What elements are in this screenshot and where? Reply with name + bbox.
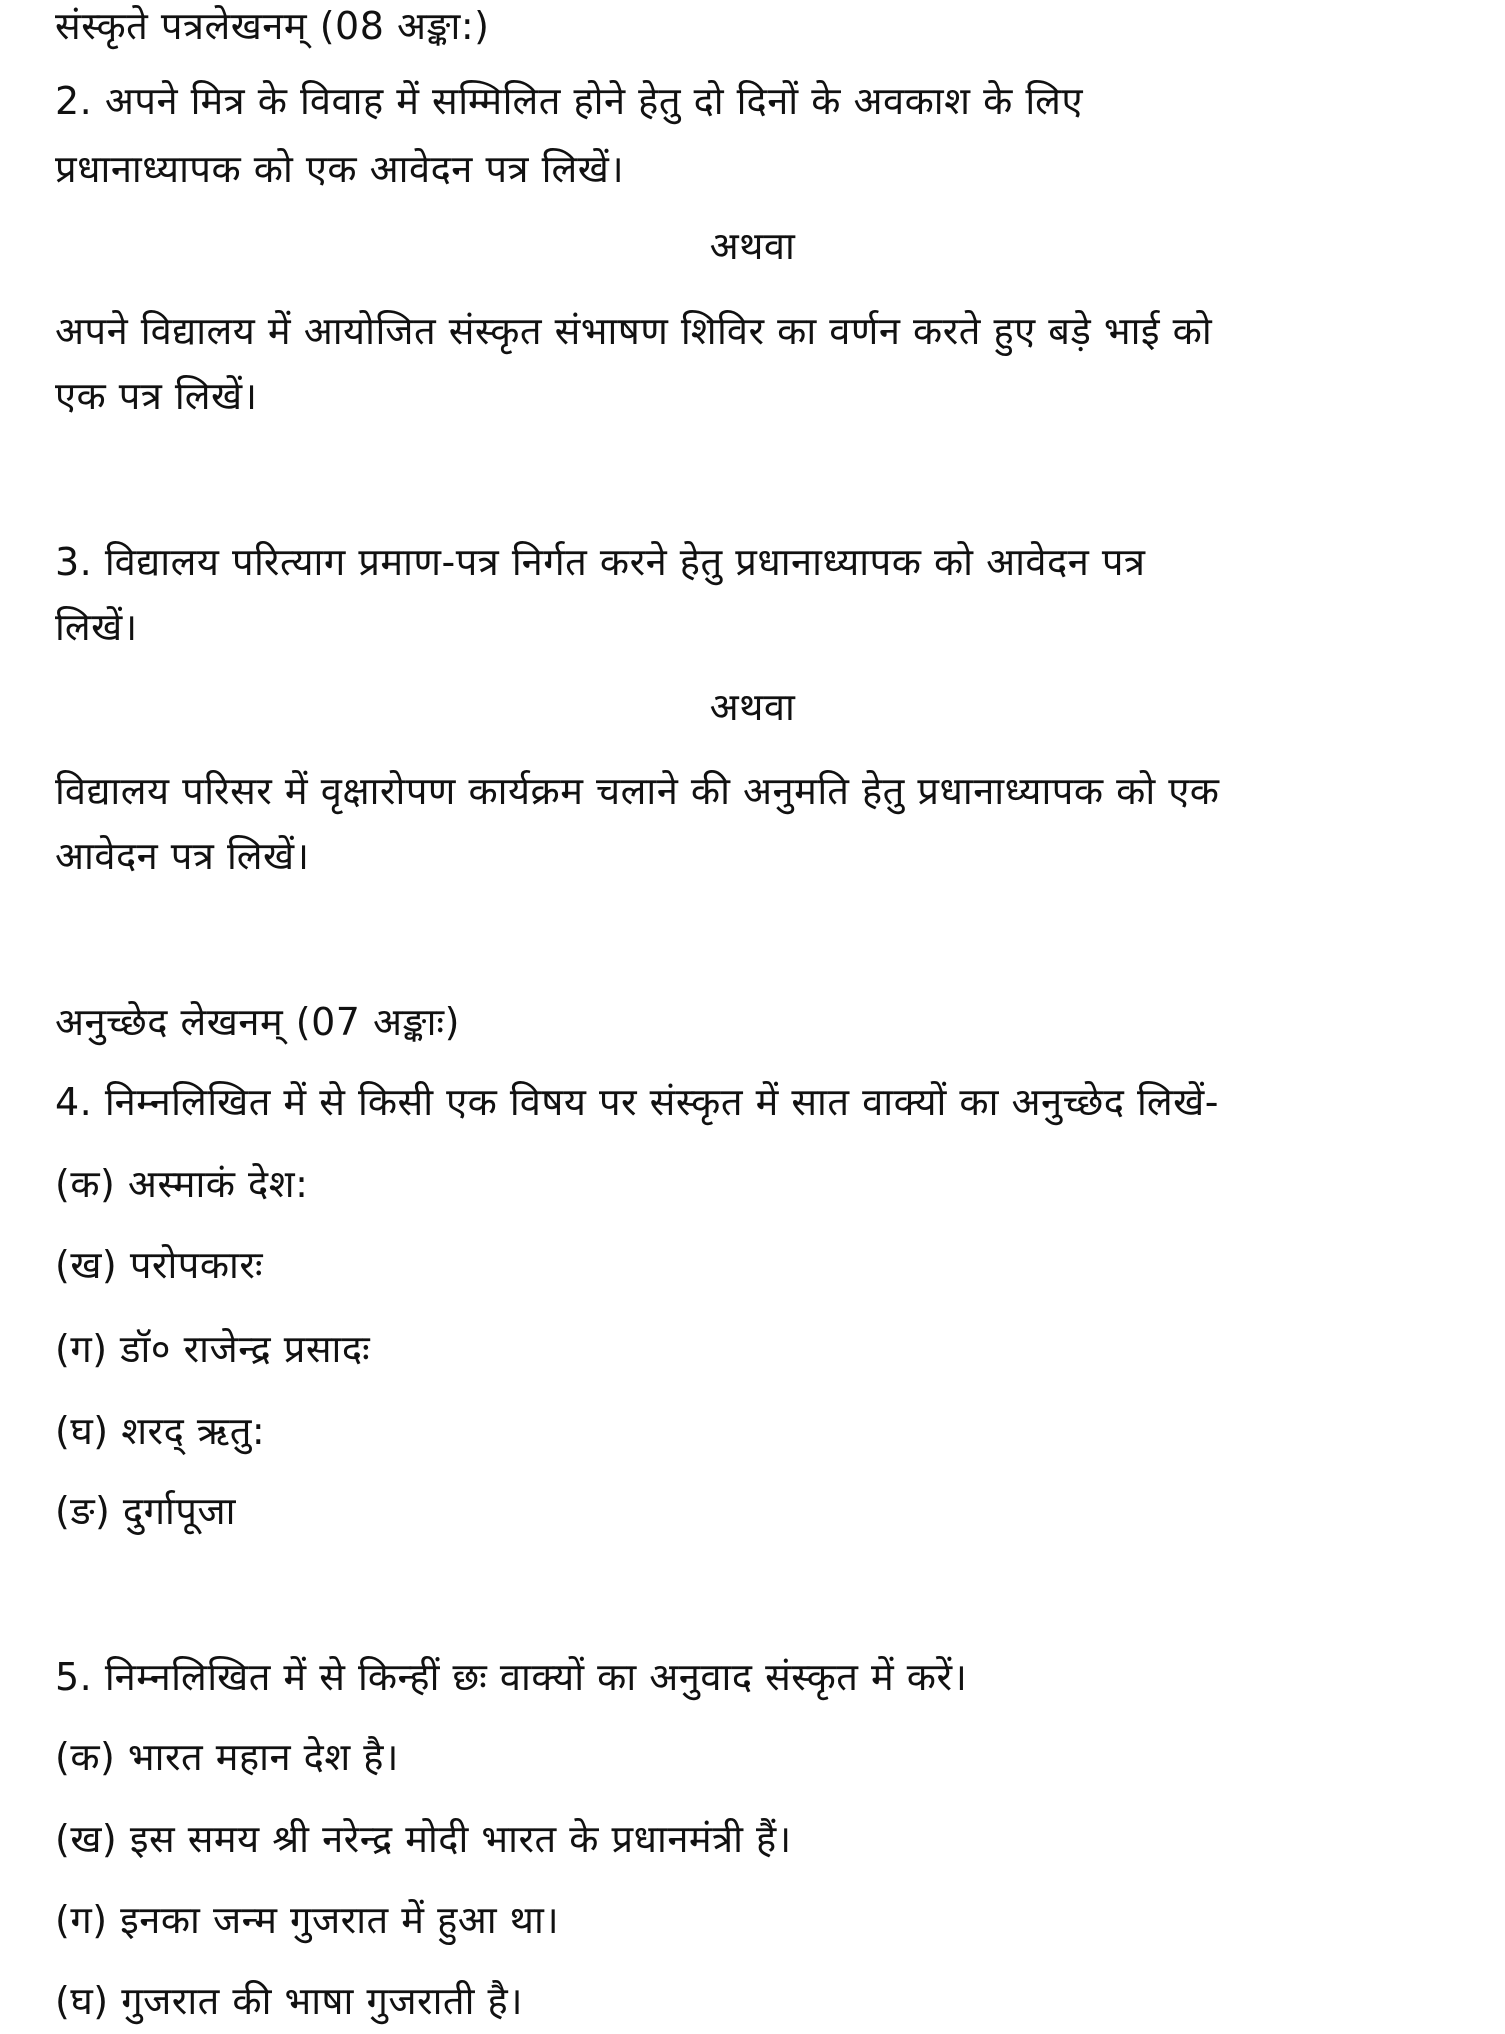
question-5-prompt: 5. निम्नलिखित में से किन्हीं छः वाक्यों का अनुवाद संस्कृत में करें।: [55, 1655, 968, 1699]
question-2-line-2: प्रधानाध्यापक को एक आवेदन पत्र लिखें।: [55, 147, 625, 191]
question-5-option: (ख) इस समय श्री नरेन्द्र मोदी भारत के प्रधानमंत्री हैं।: [55, 1817, 792, 1861]
question-5-option: (घ) गुजरात की भाषा गुजराती है।: [55, 1979, 524, 2023]
question-5-option: (क) भारत महान देश है।: [55, 1735, 399, 1779]
or-label: अथवा: [709, 224, 796, 268]
question-4-option: (घ) शरद् ऋतु:: [55, 1409, 266, 1453]
or-label: अथवा: [709, 685, 796, 729]
question-4-option: (ग) डॉ० राजेन्द्र प्रसादः: [55, 1327, 371, 1371]
section-heading-paragraph-writing: अनुच्छेद लेखनम् (07 अङ्काः): [55, 1000, 460, 1044]
section-heading-letter-writing: संस्कृते पत्रलेखनम् (08 अङ्का:): [55, 4, 490, 48]
question-4-option: (ख) परोपकारः: [55, 1243, 264, 1287]
question-4-option: (क) अस्माकं देश:: [55, 1162, 309, 1206]
question-2-alt-line-2: एक पत्र लिखें।: [55, 374, 258, 418]
question-2-alt-line-1: अपने विद्यालय में आयोजित संस्कृत संभाषण शिविर का वर्णन करते हुए बड़े भाई को: [55, 309, 1213, 353]
question-4-option: (ङ) दुर्गापूजा: [55, 1489, 236, 1533]
question-4-prompt: 4. निम्नलिखित में से किसी एक विषय पर संस्कृत में सात वाक्यों का अनुच्छेद लिखें-: [55, 1080, 1219, 1124]
question-2-line-1: 2. अपने मित्र के विवाह में सम्मिलित होने हेतु दो दिनों के अवकाश के लिए: [55, 79, 1083, 123]
question-3-alt-line-2: आवेदन पत्र लिखें।: [55, 834, 310, 878]
question-3-line-1: 3. विद्यालय परित्याग प्रमाण-पत्र निर्गत करने हेतु प्रधानाध्यापक को आवेदन पत्र: [55, 540, 1146, 584]
question-3-alt-line-1: विद्यालय परिसर में वृक्षारोपण कार्यक्रम चलाने की अनुमति हेतु प्रधानाध्यापक को एक: [55, 769, 1220, 813]
question-3-line-2: लिखें।: [55, 605, 138, 649]
question-5-option: (ग) इनका जन्म गुजरात में हुआ था।: [55, 1898, 560, 1942]
